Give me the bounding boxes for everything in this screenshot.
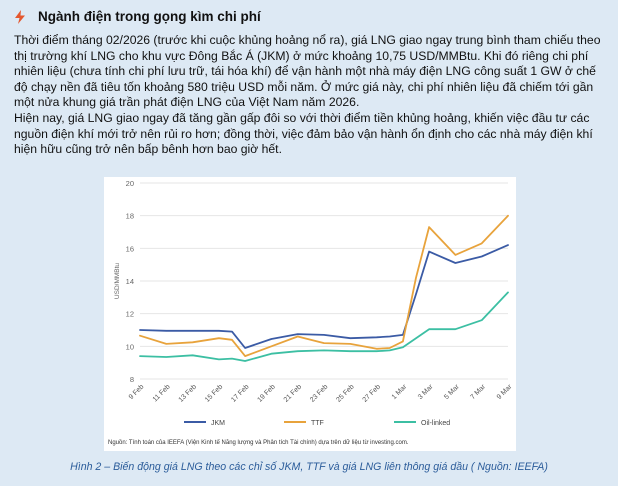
section-heading bbox=[14, 9, 261, 24]
section-heading-text: Ngành điện trong gọng kìm chi phí bbox=[38, 9, 261, 24]
x-tick-label: 7 Mar bbox=[469, 383, 488, 402]
x-tick-label: 21 Feb bbox=[282, 383, 304, 404]
x-tick-label: 9 Feb bbox=[127, 383, 146, 402]
legend-label: Oil-linked bbox=[421, 420, 451, 427]
figure-caption: Hình 2 – Biến động giá LNG theo các chỉ số JKM, TTF và giá LNG liên thông giá dầu ( Nguồn: IEEFA) bbox=[70, 461, 548, 473]
x-tick-label: 25 Feb bbox=[335, 383, 356, 404]
lightning-bolt-icon bbox=[14, 10, 26, 24]
y-tick-label: 12 bbox=[125, 309, 134, 319]
y-tick-label: 16 bbox=[125, 244, 134, 254]
series-line-jkm bbox=[140, 245, 508, 348]
legend-label: JKM bbox=[211, 420, 225, 427]
legend-label: TTF bbox=[311, 420, 324, 427]
y-tick-label: 14 bbox=[125, 277, 134, 286]
chart-source-note: Nguồn: Tính toán của IEEFA (Viện Kinh tế Năng lượng và Phân tích Tài chính) dựa trên dữ liệu từ investing.com. bbox=[108, 440, 409, 446]
x-tick-label: 17 Feb bbox=[230, 383, 251, 404]
y-tick-label: 20 bbox=[125, 179, 134, 188]
x-tick-label: 27 Feb bbox=[361, 383, 382, 404]
y-tick-label: 8 bbox=[129, 375, 134, 384]
x-tick-label: 15 Feb bbox=[203, 383, 225, 404]
x-tick-label: 11 Feb bbox=[151, 383, 172, 404]
lng-price-chart bbox=[104, 177, 516, 451]
x-tick-label: 1 Mar bbox=[390, 383, 409, 402]
chart-canvas bbox=[104, 177, 516, 451]
y-tick-label: 10 bbox=[125, 342, 134, 352]
y-tick-label: 18 bbox=[125, 211, 134, 221]
x-tick-label: 5 Mar bbox=[443, 383, 461, 402]
article-body bbox=[14, 33, 610, 158]
paragraph: Hiện nay, giá LNG giao ngay đã tăng gần gấp đôi so với thời điểm tiền khủng hoảng, khiến việc đầu tư các nguồn điện khí mới trở nên rủi ro hơn; đồng thời, việc đảm bảo vận hành ổn định cho các nhà máy điện khí hiện hữu cũng trở nên bấp bênh hơn bao giờ hết. bbox=[14, 110, 593, 157]
paragraph: Thời điểm tháng 02/2026 (trước khi cuộc khủng hoảng nổ ra), giá LNG giao ngay trung bình tham chiếu theo thị trường khí LNG cho khu vực Đông Bắc Á (JKM) ở mức khoảng 10,75 USD/MMBtu. Khi đó riêng chi phí nhiên liệu (chưa tính chi phí lưu trữ, tái hóa khí) để vận hành một nhà máy điện LNG công suất 1 GW ở chế độ chạy nền đã tiêu tốn khoảng 580 triệu USD mỗi năm. Ở mức giá này, chi phí nhiên liệu đã chiếm tới gần một nửa khung giá trần phát điện LNG của Việt Nam năm 2026. bbox=[14, 33, 601, 110]
x-tick-label: 23 Feb bbox=[309, 383, 330, 404]
x-tick-label: 9 Mar bbox=[495, 383, 514, 402]
x-tick-label: 13 Feb bbox=[177, 383, 198, 404]
x-tick-label: 3 Mar bbox=[416, 383, 435, 402]
x-tick-label: 19 Feb bbox=[256, 383, 277, 404]
y-axis-label: USD/MMBtu bbox=[114, 262, 121, 300]
series-line-oil-linked bbox=[140, 292, 508, 361]
